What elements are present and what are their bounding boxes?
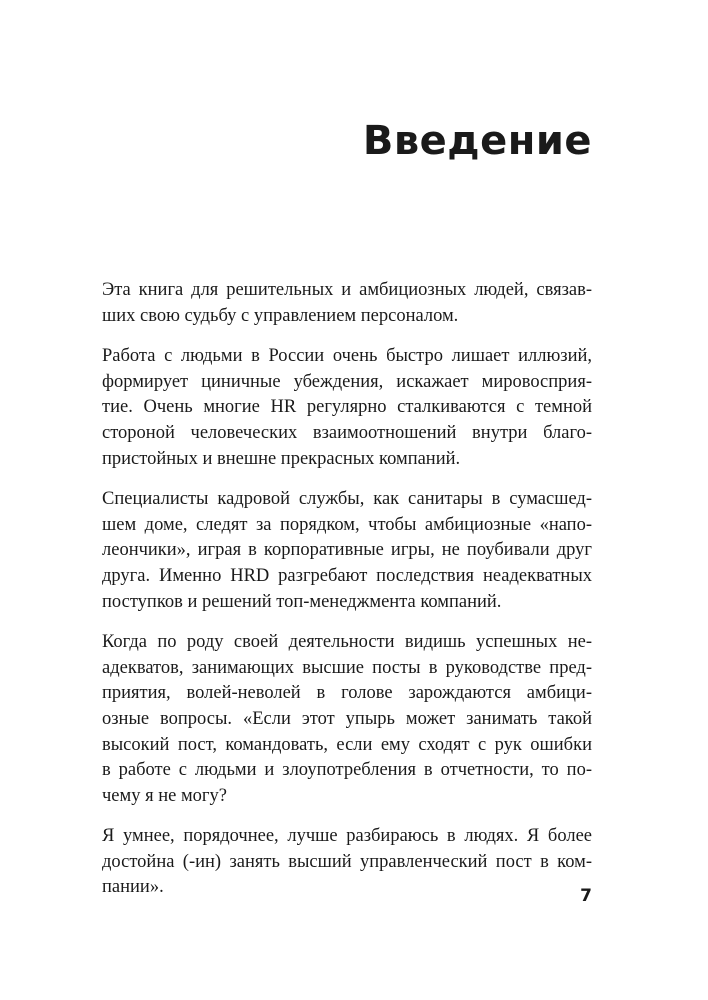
text-line: Когда по роду своей деятельности видишь успешных не- — [102, 632, 592, 653]
text-line: адекватов, занимающих высшие посты в руководстве пред- — [102, 657, 592, 678]
text-line: стороной человеческих взаимоотношений внутри благо- — [102, 422, 592, 443]
text-line: озные вопросы. «Если этот упырь может занимать такой — [102, 708, 592, 729]
paragraph-4 — [102, 630, 592, 809]
text-line: друга. Именно HRD разгребают последствия неадекватных — [102, 565, 592, 586]
text-line: шем доме, следят за порядком, чтобы амбициозные «напо- — [102, 514, 592, 535]
page-number: 7 — [580, 886, 592, 906]
chapter-title: Введение — [362, 118, 592, 164]
text-line: в работе с людьми и злоупотребления в отчетности, то по- — [102, 760, 592, 781]
text-line: тие. Очень многие HR регулярно сталкиваются с темной — [102, 397, 592, 418]
body-text — [102, 278, 592, 916]
text-line: поступков и решений топ-менеджмента компаний. — [102, 591, 502, 612]
text-line: леончики», играя в корпоративные игры, не поубивали друг — [102, 540, 592, 561]
text-line: высокий пост, командовать, если ему сходят с рук ошибки — [102, 734, 592, 755]
text-line: Я умнее, порядочнее, лучше разбираюсь в людях. Я более — [102, 826, 592, 847]
text-line: Специалисты кадровой службы, как санитары в сумасшед- — [102, 489, 592, 510]
text-line: Эта книга для решительных и амбициозных людей, связав- — [102, 280, 592, 300]
text-line: достойна (-ин) занять высший управленческий пост в ком- — [102, 851, 592, 872]
text-line: Работа с людьми в России очень быстро лишает иллюзий, — [102, 346, 592, 367]
paragraph-2 — [102, 344, 592, 472]
paragraph-5 — [102, 824, 592, 901]
text-line: ших свою судьбу с управлением персоналом. — [102, 305, 459, 326]
text-line: пристойных и внешне прекрасных компаний. — [102, 448, 461, 469]
text-line: пании». — [102, 877, 164, 898]
text-line: приятия, волей-неволей в голове зарождаются амбици- — [102, 683, 592, 704]
paragraph-1 — [102, 278, 592, 329]
paragraph-3 — [102, 487, 592, 615]
text-line: чему я не могу? — [102, 785, 227, 806]
text-line: формирует циничные убеждения, искажает мировосприя- — [102, 371, 592, 392]
